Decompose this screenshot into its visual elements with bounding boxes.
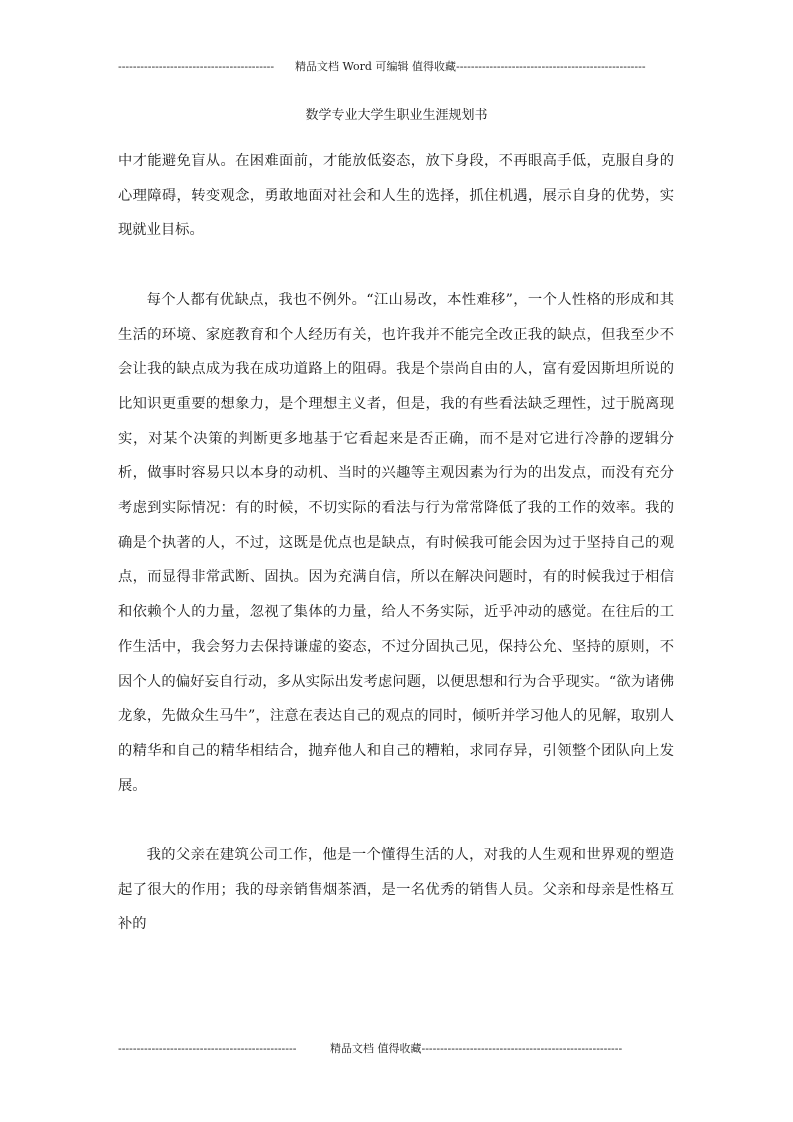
footer-dashes-left: ------------------------------------------------	[118, 1042, 297, 1055]
paragraph-2: 每个人都有优缺点，我也不例外。“江山易改，本性难移”，一个人性格的形成和其生活的环境、家庭教育和个人经历有关，也许我并不能完全改正我的缺点，但我至少不会让我的缺点成为我在成功道路上的阻碍。我是个崇尚自由的人，富有爱因斯坦所说的比知识更重要的想象力，是个理想主义者，但是，我的有些看法缺乏理性，过于脱离现实，对某个决策的判断更多地基于它看起来是否正确，而不是对它进行冷静的逻辑分析，做事时容易只以本身的动机、当时的兴趣等主观因素为行为的出发点，而没有充分考虑到实际情况：有的时候，不切实际的看法与行为常常降低了我的工作的效率。我的确是个执著的人，不过，这既是优点也是缺点，有时候我可能会因为过于坚持自己的观点，而显得非常武断、固执。因为充满自信，所以在解决问题时，有的时候我过于相信和依赖个人的力量，忽视了集体的力量，给人不务实际，近乎冲动的感觉。在往后的工作生活中，我会努力去保持谦虚的姿态，不过分固执己见，保持公允、坚持的原则，不因个人的偏好妄自行动，多从实际出发考虑问题，以便思想和行为合乎现实。“欲为诸佛龙象，先做众生马牛”，注意在表达自己的观点的同时，倾听并学习他人的见解，取别人的精华和自己的精华相结合，抛弃他人和自己的糟粕，求同存异，引领整个团队向上发展。	[118, 291, 674, 794]
page-header	[118, 59, 666, 75]
footer-dashes-right: ------------------------------------------------------	[421, 1042, 623, 1055]
paragraph-3: 我的父亲在建筑公司工作，他是一个懂得生活的人，对我的人生观和世界观的塑造起了很大的作用；我的母亲销售烟茶酒，是一名优秀的销售人员。父亲和母亲是性格互补的	[118, 847, 674, 933]
header-dashes-right: ---------------------------------------------------	[455, 60, 646, 73]
document-body	[118, 144, 674, 942]
header-label: 精品文档 Word 可编辑 值得收藏	[295, 60, 456, 73]
page-footer	[118, 1041, 666, 1057]
paragraph-1: 中才能避免盲从。在困难面前，才能放低姿态，放下身段，不再眼高手低，克服自身的心理障碍，转变观念，勇敢地面对社会和人生的选择，抓住机遇，展示自身的优势，实现就业目标。	[118, 153, 674, 239]
document-title: 数学专业大学生职业生涯规划书	[305, 108, 488, 123]
footer-label: 精品文档 值得收藏	[330, 1042, 422, 1055]
header-dashes-left: ------------------------------------------	[118, 60, 275, 73]
